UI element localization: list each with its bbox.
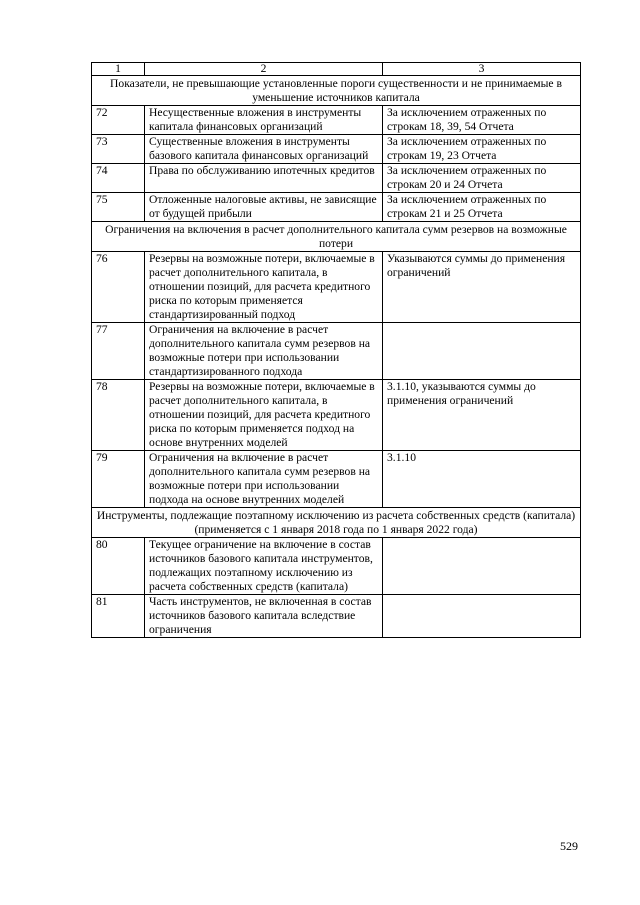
row-note: За исключением отраженных по строкам 18, 39, 54 Отчета xyxy=(383,106,581,135)
row-note: За исключением отраженных по строкам 19, 23 Отчета xyxy=(383,135,581,164)
page-number: 529 xyxy=(560,839,578,853)
section-title: Показатели, не превышающие установленные пороги существенности и не принимаемые в уменьшение источников капитала xyxy=(92,76,581,106)
table-row xyxy=(92,595,581,638)
table-row xyxy=(92,193,581,222)
row-name: Права по обслуживанию ипотечных кредитов xyxy=(145,164,383,193)
table-row xyxy=(92,323,581,380)
row-note xyxy=(383,595,581,638)
row-number: 76 xyxy=(92,252,145,323)
row-number: 72 xyxy=(92,106,145,135)
table-row xyxy=(92,538,581,595)
table-row xyxy=(92,451,581,508)
row-note xyxy=(383,538,581,595)
table-row xyxy=(92,135,581,164)
table-row xyxy=(92,106,581,135)
column-header: 3 xyxy=(383,63,581,76)
row-number: 73 xyxy=(92,135,145,164)
row-note: За исключением отраженных по строкам 20 и 24 Отчета xyxy=(383,164,581,193)
header-row xyxy=(92,63,581,76)
row-note: Указываются суммы до применения ограничений xyxy=(383,252,581,323)
row-name: Ограничения на включение в расчет дополнительного капитала сумм резервов на возможные потери при использовании подхода на основе внутренних моделей xyxy=(145,451,383,508)
row-number: 81 xyxy=(92,595,145,638)
row-number: 80 xyxy=(92,538,145,595)
row-note xyxy=(383,323,581,380)
row-name: Существенные вложения в инструменты базового капитала финансовых организаций xyxy=(145,135,383,164)
section-row xyxy=(92,76,581,106)
table-row xyxy=(92,164,581,193)
column-header: 2 xyxy=(145,63,383,76)
row-number: 75 xyxy=(92,193,145,222)
row-name: Отложенные налоговые активы, не зависящие от будущей прибыли xyxy=(145,193,383,222)
row-note: За исключением отраженных по строкам 21 и 25 Отчета xyxy=(383,193,581,222)
row-number: 77 xyxy=(92,323,145,380)
row-name: Резервы на возможные потери, включаемые в расчет дополнительного капитала, в отношении позиций, для расчета кредитного риска по которым применяется стандартизированный подход xyxy=(145,252,383,323)
section-title: Ограничения на включения в расчет дополнительного капитала сумм резервов на возможные потери xyxy=(92,222,581,252)
section-row xyxy=(92,222,581,252)
row-name: Резервы на возможные потери, включаемые в расчет дополнительного капитала, в отношении позиций, для расчета кредитного риска по которым применяется подход на основе внутренних моделей xyxy=(145,380,383,451)
report-table xyxy=(91,62,581,638)
table-row xyxy=(92,252,581,323)
row-name: Часть инструментов, не включенная в состав источников базового капитала вследствие ограничения xyxy=(145,595,383,638)
row-name: Несущественные вложения в инструменты капитала финансовых организаций xyxy=(145,106,383,135)
section-title: Инструменты, подлежащие поэтапному исключению из расчета собственных средств (капитала) (применяется с 1 января 2018 года по 1 января 2022 года) xyxy=(92,508,581,538)
section-row xyxy=(92,508,581,538)
row-number: 74 xyxy=(92,164,145,193)
row-name: Текущее ограничение на включение в состав источников базового капитала инструментов, подлежащих поэтапному исключению из расчета собственных средств (капитала) xyxy=(145,538,383,595)
row-name: Ограничения на включение в расчет дополнительного капитала сумм резервов на возможные потери при использовании стандартизированного подхода xyxy=(145,323,383,380)
column-header: 1 xyxy=(92,63,145,76)
row-note: 3.1.10 xyxy=(383,451,581,508)
row-note: 3.1.10, указываются суммы до применения ограничений xyxy=(383,380,581,451)
table-row xyxy=(92,380,581,451)
row-number: 79 xyxy=(92,451,145,508)
row-number: 78 xyxy=(92,380,145,451)
